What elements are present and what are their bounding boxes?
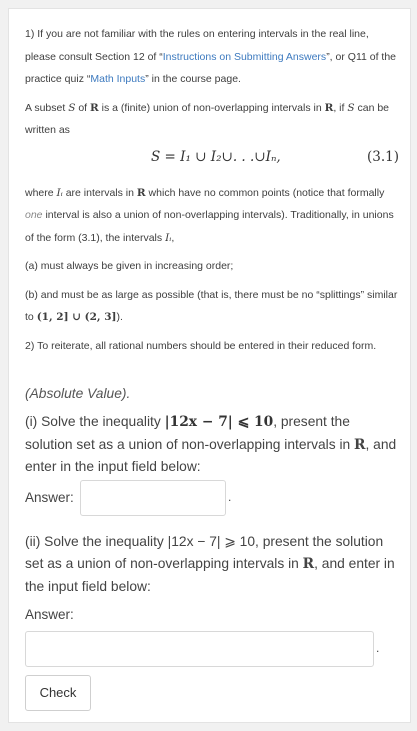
note-3: where Iᵢ are intervals in R which have no common points (notice that formally one interval is also a union of non-overlapping intervals). Traditionally, in unions of the form (3.1), the intervals Iᵢ, [25,186,394,244]
answer-1-row [25,480,397,516]
answer-1-period: . [228,490,232,504]
instructions-link[interactable]: Instructions on Submitting Answers [162,50,327,63]
equation-tag: (3.1) [366,148,399,165]
display-equation [25,144,399,174]
question-1-text: (i) Solve the inequality |12x − 7| ⩽ 10, present the solution set as a union of non-overlapping intervals in R, and enter in the input field below: [25,414,397,474]
math-inputs-link[interactable]: Math Inputs [90,73,146,85]
note-5: (b) and must be as large as possible (that is, there must be no “splittings” similar to (1, 2] ∪ (2, 3]). [25,288,398,323]
note-6: 2) To reiterate, all rational numbers should be entered in their reduced form. [25,339,377,352]
answer-2-period: . [376,641,380,655]
union-equation: S = I₁ ∪ I₂∪. . .∪Iₙ, [151,148,281,165]
question-1 [25,383,397,478]
answer-2-label: Answer: [25,607,74,622]
note-1: 1) If you are not familiar with the rules on entering intervals in the real line, please consult Section 12 of “Instructions on Submitting Answers”, or Q11 of the practice quiz “Math Inputs” in the course page. [25,28,397,85]
question-card [8,8,411,723]
note-4: (a) must always be given in increasing order; [25,260,234,272]
question-2-text: (ii) Solve the inequality |12x − 7| ⩾ 10, present the solution set as a union of non-overlapping intervals in R, and enter in the input field below: [25,534,395,594]
check-button[interactable]: Check [25,675,91,711]
answer-1-label: Answer: [25,490,74,505]
section-title: (Absolute Value). [25,386,131,401]
note-2: A subset S of R is a (finite) union of non-overlapping intervals in R, if S can be written as [25,101,390,136]
instructions-block [25,23,399,359]
answer-2-input[interactable] [25,631,374,667]
answer-1-input[interactable] [80,480,226,516]
